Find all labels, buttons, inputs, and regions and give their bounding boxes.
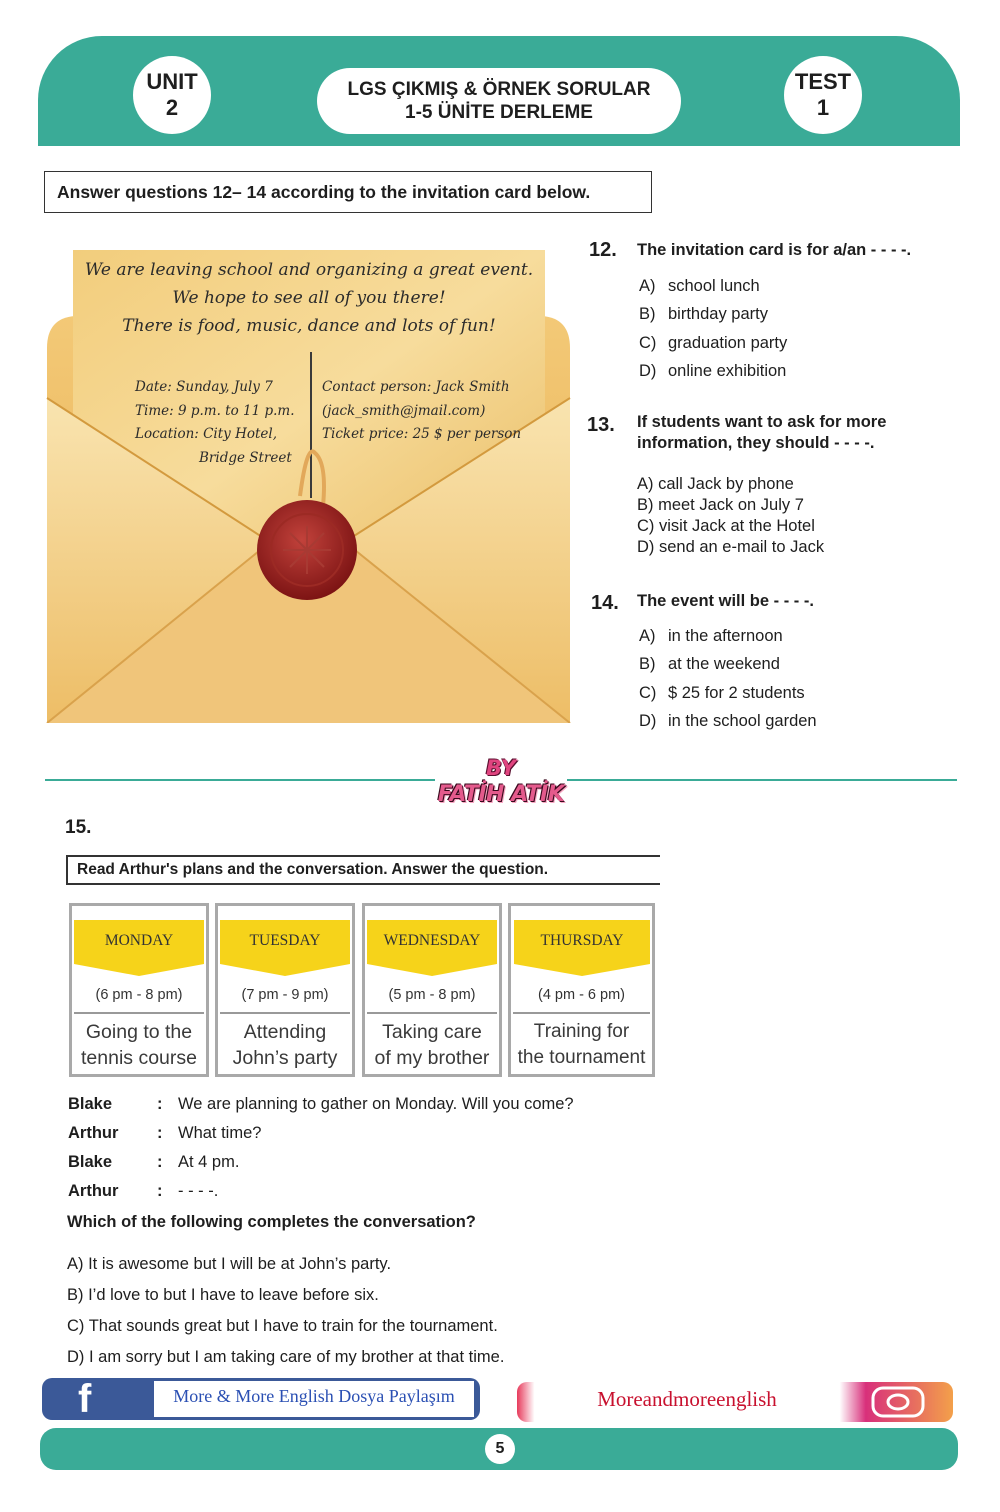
option-text: online exhibition	[668, 361, 787, 380]
page-number: 5	[485, 1434, 515, 1464]
activity-line2: John’s party	[232, 1047, 338, 1069]
invitation-time: Time: 9 p.m. to 11 p.m.	[135, 402, 295, 419]
test-number: 1	[816, 95, 830, 120]
header-title	[317, 68, 681, 134]
option-letter: B)	[639, 305, 656, 324]
invitation-contact: Contact person: Jack Smith	[322, 379, 510, 395]
speaker: Arthur	[68, 1182, 119, 1200]
option-15b[interactable]: B) I’d love to but I have to leave before six.	[67, 1286, 379, 1304]
option-12b[interactable]	[639, 304, 787, 324]
instruction-box: Answer questions 12– 14 according to the invitation card below.	[44, 171, 652, 213]
activity-line1: Training for	[533, 1021, 630, 1042]
question-13-options	[637, 474, 824, 558]
unit-label: UNIT	[146, 69, 198, 94]
option-text: school lunch	[668, 277, 760, 295]
plan-separator	[367, 1012, 497, 1014]
activity-line2: of my brother	[374, 1047, 490, 1069]
option-letter: C)	[639, 683, 657, 702]
colon: :	[157, 1124, 163, 1142]
option-text: graduation party	[668, 333, 788, 352]
day-banner	[74, 920, 204, 976]
option-text: $ 25 for 2 students	[668, 683, 805, 702]
option-12d[interactable]	[639, 361, 787, 381]
plan-separator	[220, 1012, 350, 1014]
option-15d[interactable]: D) I am sorry but I am taking care of my brother at that time.	[67, 1348, 505, 1366]
option-14b[interactable]	[639, 654, 817, 674]
unit-badge	[133, 56, 211, 134]
option-13c[interactable]: C) visit Jack at the Hotel	[637, 517, 815, 535]
plan-activity	[365, 1019, 499, 1071]
option-15c[interactable]: C) That sounds great but I have to train for the tournament.	[67, 1317, 498, 1335]
facebook-banner[interactable]	[42, 1378, 480, 1420]
plan-wednesday	[362, 903, 502, 1077]
option-14c[interactable]	[639, 683, 817, 703]
option-letter: D)	[639, 361, 657, 380]
speaker: Blake	[68, 1095, 113, 1113]
speaker: Blake	[68, 1153, 113, 1171]
day-label: TUESDAY	[249, 932, 321, 949]
speaker: Arthur	[68, 1124, 119, 1142]
plan-separator	[513, 1012, 650, 1014]
question-15-text: Which of the following completes the conversation?	[67, 1213, 476, 1231]
invitation-message	[73, 256, 545, 340]
section-divider-left	[45, 779, 435, 781]
conversation-line	[0, 1153, 700, 1175]
plan-tuesday	[215, 903, 355, 1077]
day-banner	[220, 920, 350, 976]
question-12-number: 12.	[589, 239, 617, 261]
option-text: at the weekend	[668, 655, 780, 674]
question-15-instruction: Read Arthur's plans and the conversation. Answer the question.	[66, 855, 660, 885]
option-13a[interactable]: A) call Jack by phone	[637, 475, 794, 493]
invitation-details-left	[135, 376, 310, 470]
colon: :	[157, 1095, 163, 1113]
question-12-options	[639, 276, 787, 381]
header-title-line2: 1-5 ÜNİTE DERLEME	[405, 102, 593, 123]
option-13b[interactable]: B) meet Jack on July 7	[637, 496, 804, 514]
day-banner	[367, 920, 497, 976]
question-13-number: 13.	[587, 414, 615, 436]
plan-separator	[74, 1012, 204, 1014]
author-logo	[435, 756, 567, 816]
invitation-card-illustration	[45, 248, 572, 723]
plan-time: (5 pm - 8 pm)	[388, 987, 476, 1003]
day-banner	[514, 920, 644, 976]
plan-activity	[218, 1019, 352, 1071]
option-letter: A)	[639, 627, 656, 645]
plan-time: (6 pm - 8 pm)	[95, 987, 183, 1003]
option-letter: D)	[639, 711, 657, 730]
activity-line2: tennis course	[81, 1047, 197, 1069]
unit-number: 2	[165, 95, 179, 120]
activity-line1: Taking care	[382, 1021, 482, 1043]
option-14d[interactable]	[639, 711, 817, 731]
utterance: - - - -.	[178, 1182, 219, 1200]
instagram-icon	[867, 1385, 927, 1419]
question-13-text-line1: If students want to ask for more	[637, 413, 887, 431]
option-14a[interactable]	[639, 626, 817, 646]
question-15-number: 15.	[65, 817, 92, 838]
section-divider-right	[567, 779, 957, 781]
invitation-line3: There is food, music, dance and lots of fun!	[122, 316, 496, 336]
conversation-line	[0, 1182, 700, 1204]
utterance: We are planning to gather on Monday. Will you come?	[178, 1095, 574, 1113]
facebook-icon: f	[78, 1377, 92, 1421]
invitation-details-right	[322, 376, 552, 447]
question-14-text: The event will be - - - -.	[637, 592, 814, 610]
day-label: THURSDAY	[540, 932, 624, 949]
day-label: MONDAY	[104, 932, 174, 949]
author-logo-by: BY	[485, 756, 517, 780]
utterance: What time?	[178, 1124, 262, 1142]
header-title-line1: LGS ÇIKMIŞ & ÖRNEK SORULAR	[347, 79, 651, 100]
test-badge	[784, 56, 862, 134]
option-15a[interactable]: A) It is awesome but I will be at John’s party.	[67, 1255, 392, 1273]
instagram-banner[interactable]	[517, 1382, 953, 1422]
activity-line2: the tournament	[517, 1047, 646, 1068]
instagram-banner-text: Moreandmoreenglish	[597, 1387, 777, 1411]
question-13-text	[637, 412, 886, 454]
option-letter: B)	[639, 655, 656, 674]
option-12c[interactable]	[639, 333, 787, 353]
author-logo-name: FATİH ATİK	[437, 782, 565, 807]
invitation-location: Location: City Hotel,	[135, 426, 278, 442]
invitation-line2: We hope to see all of you there!	[172, 288, 446, 308]
question-14-number: 14.	[591, 592, 619, 614]
conversation-line	[0, 1124, 700, 1146]
colon: :	[157, 1153, 163, 1171]
utterance: At 4 pm.	[178, 1153, 240, 1171]
option-13d[interactable]: D) send an e-mail to Jack	[637, 538, 825, 556]
option-12a[interactable]	[639, 276, 787, 296]
invitation-location-street: Bridge Street	[199, 449, 292, 466]
plan-monday	[69, 903, 209, 1077]
plan-thursday	[508, 903, 655, 1077]
option-text: in the afternoon	[668, 627, 783, 645]
option-letter: C)	[639, 333, 657, 352]
plan-activity	[511, 1019, 652, 1071]
option-text: in the school garden	[668, 711, 817, 730]
question-14-options	[639, 626, 817, 731]
option-letter: A)	[639, 277, 656, 295]
question-13-text-line2: information, they should - - - -.	[637, 434, 875, 452]
day-label: WEDNESDAY	[383, 932, 481, 949]
plan-activity	[72, 1019, 206, 1071]
invitation-price: Ticket price: 25 $ per person	[322, 426, 522, 442]
option-text: birthday party	[668, 305, 768, 324]
facebook-banner-text: More & More English Dosya Paylaşım	[173, 1386, 455, 1406]
question-12-text: The invitation card is for a/an - - - -.	[637, 241, 912, 259]
plan-time: (7 pm - 9 pm)	[241, 987, 329, 1003]
activity-line1: Attending	[243, 1021, 327, 1043]
invitation-email: (jack_smith@jmail.com)	[322, 402, 486, 419]
invitation-date: Date: Sunday, July 7	[135, 379, 273, 395]
invitation-line1: We are leaving school and organizing a great event.	[84, 260, 534, 280]
colon: :	[157, 1182, 163, 1200]
activity-line1: Going to the	[85, 1021, 193, 1043]
plan-time: (4 pm - 6 pm)	[537, 987, 625, 1003]
test-label: TEST	[794, 69, 852, 94]
conversation-line	[0, 1095, 700, 1117]
